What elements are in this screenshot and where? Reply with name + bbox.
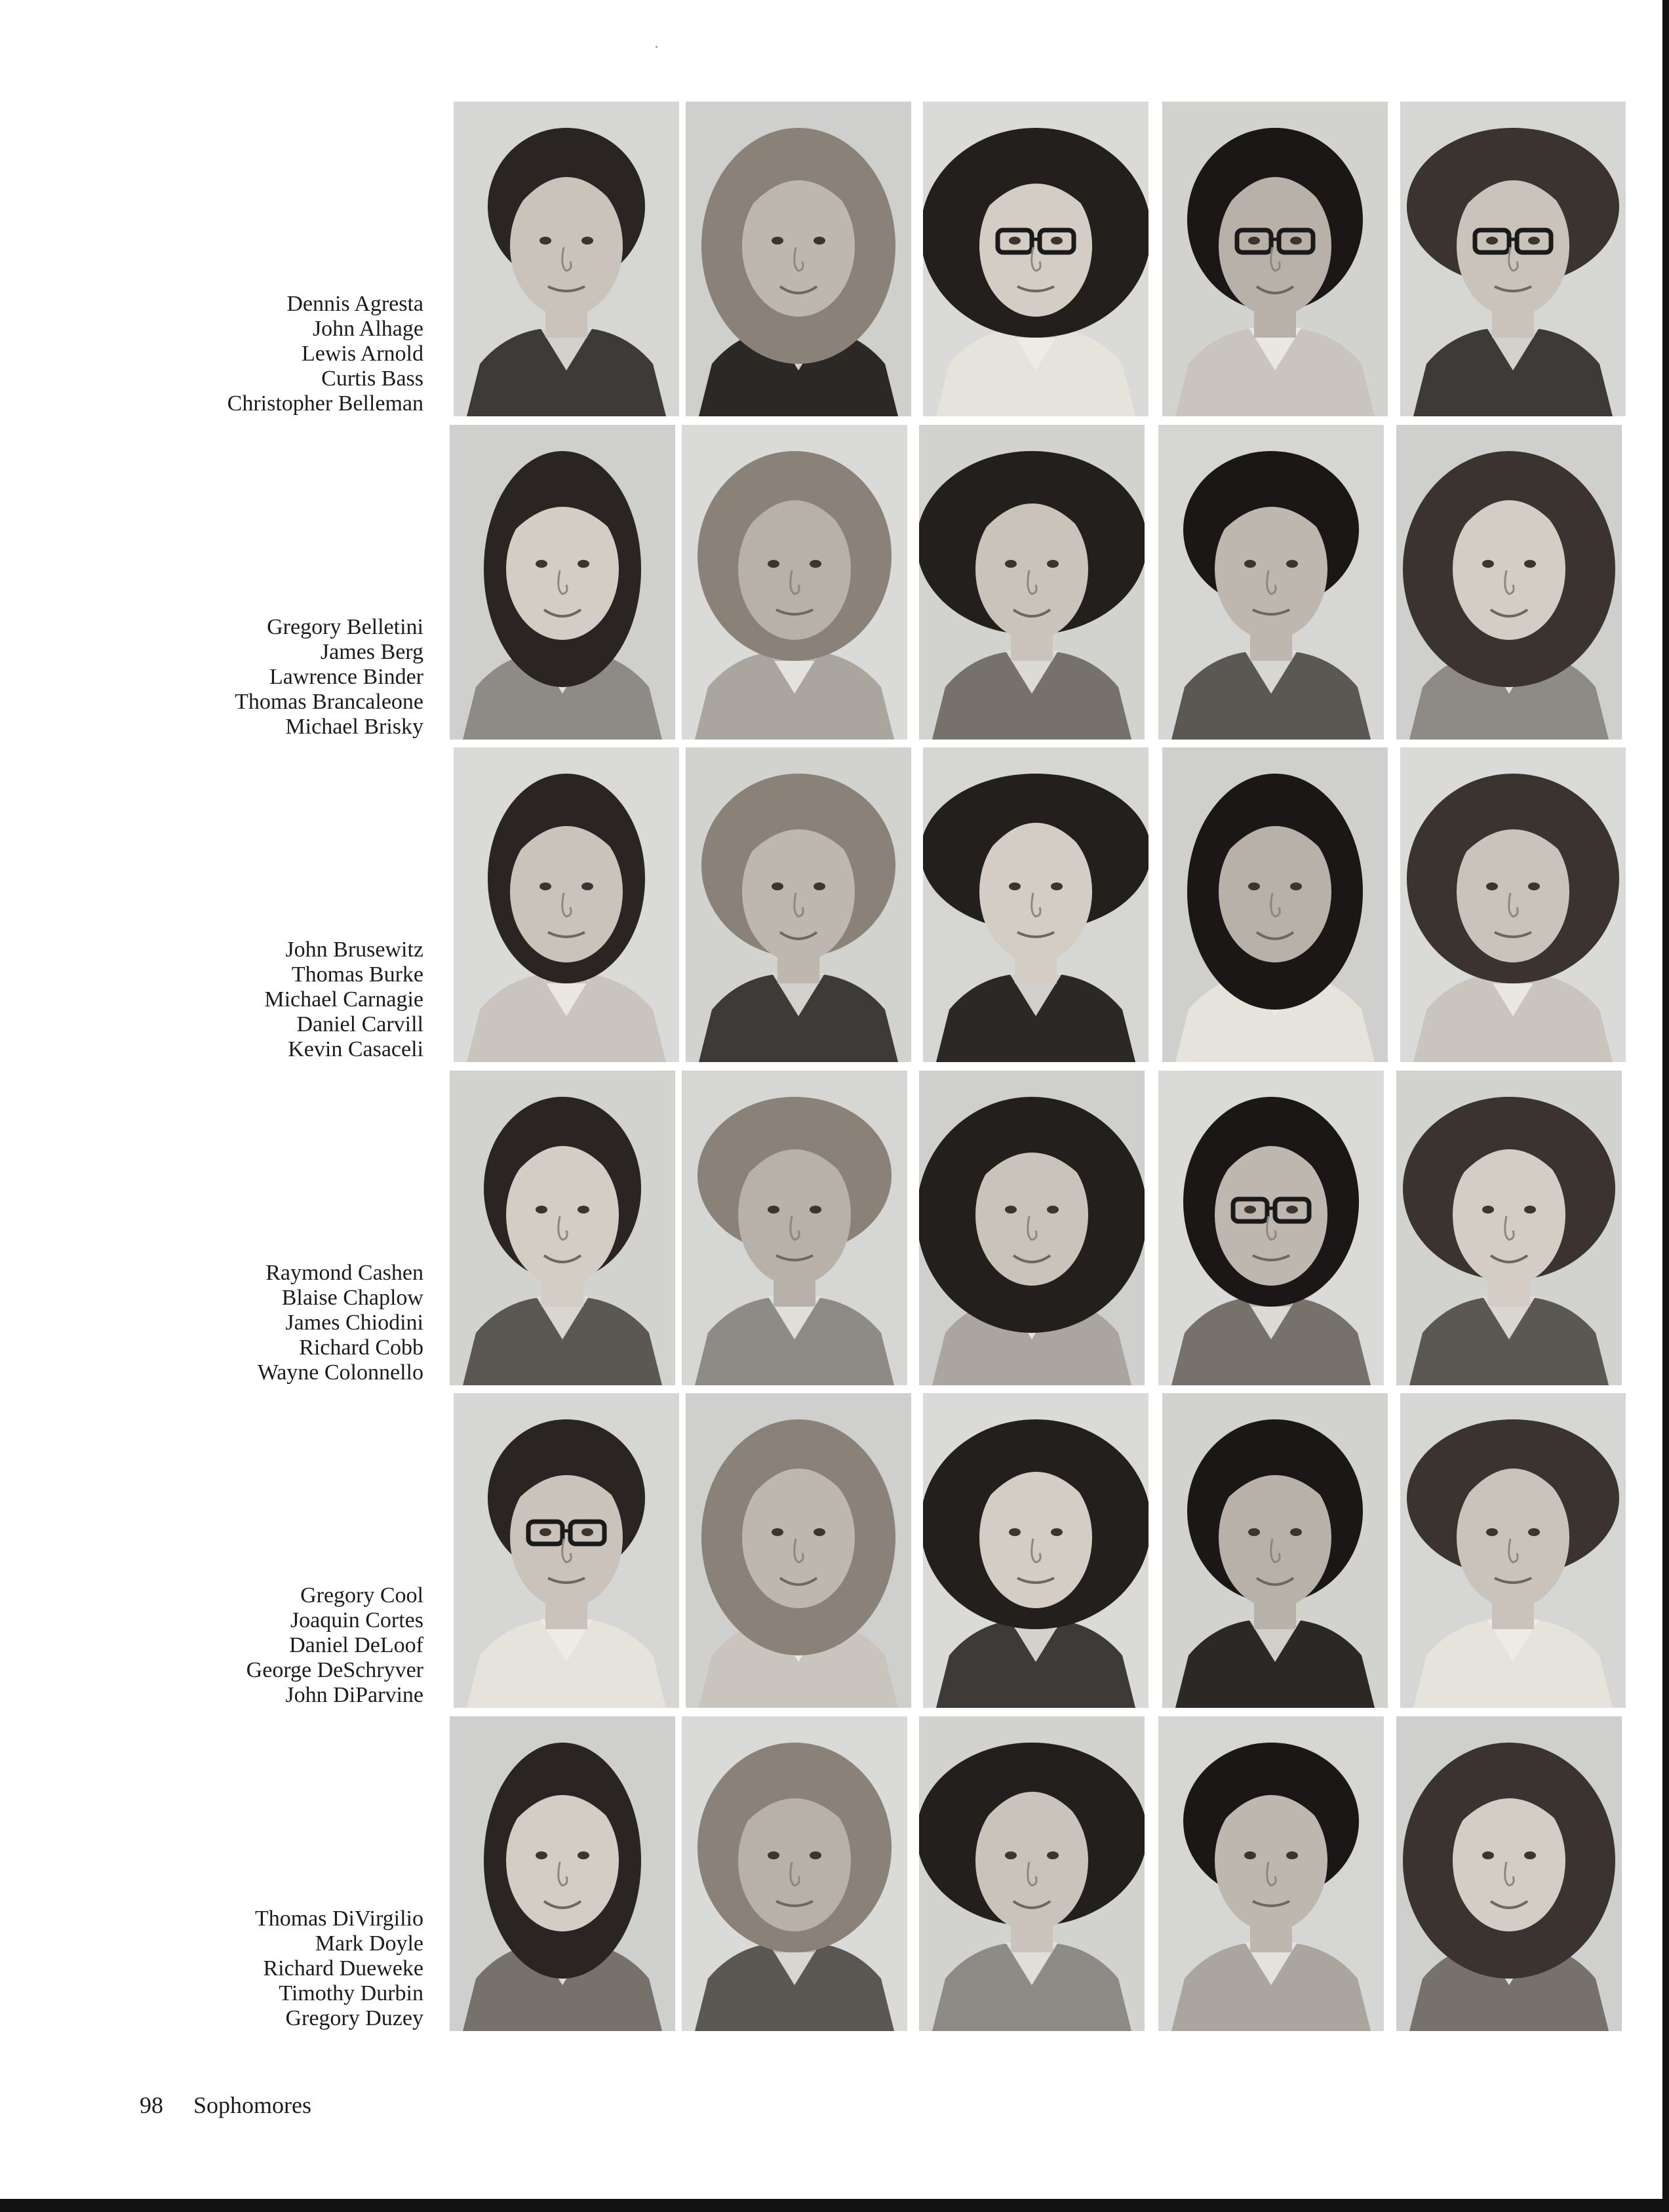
name-caption: [98, 1906, 423, 2031]
student-portrait: [454, 747, 679, 1062]
student-name: Timothy Durbin: [279, 1981, 423, 2005]
portrait-row: [0, 747, 1669, 1063]
student-name: Thomas DiVirgilio: [254, 1906, 423, 1931]
print-speck: [656, 46, 658, 48]
student-name: James Chiodini: [285, 1311, 423, 1335]
student-name: George DeSchryver: [246, 1658, 423, 1682]
portrait-row: [0, 102, 1669, 418]
student-name: Christopher Belleman: [227, 391, 423, 416]
student-portrait: [454, 1393, 679, 1708]
page-number: 98: [140, 2092, 163, 2118]
student-portrait: [1158, 425, 1384, 740]
student-name: Gregory Duzey: [285, 2006, 423, 2030]
student-portrait: [1162, 1393, 1388, 1708]
student-portrait: [1400, 747, 1626, 1062]
student-portrait: [682, 1716, 907, 2031]
page-footer: [140, 2091, 342, 2119]
student-portrait: [686, 102, 911, 416]
student-portrait: [1158, 1716, 1384, 2031]
student-portrait: [454, 102, 679, 416]
student-portrait: [1396, 425, 1622, 740]
student-name: Kevin Casaceli: [288, 1037, 423, 1061]
portrait-row: [0, 1393, 1669, 1709]
student-name: Lewis Arnold: [301, 342, 423, 366]
student-name: Raymond Cashen: [265, 1261, 423, 1285]
student-portrait: [923, 102, 1149, 416]
student-name: Wayne Colonnello: [257, 1360, 423, 1385]
student-portrait: [450, 425, 675, 740]
student-portrait: [919, 425, 1145, 740]
student-portrait: [1400, 1393, 1626, 1708]
student-portrait: [1396, 1071, 1622, 1385]
student-name: John DiParvine: [285, 1683, 423, 1707]
student-name: Daniel Carvill: [296, 1012, 423, 1037]
student-portrait: [1158, 1071, 1384, 1385]
student-portrait: [450, 1716, 675, 2031]
name-caption: [98, 1261, 423, 1385]
student-name: Curtis Bass: [321, 366, 423, 391]
student-portrait: [686, 1393, 911, 1708]
student-portrait: [1400, 102, 1626, 416]
student-name: John Alhage: [312, 317, 423, 341]
student-name: Lawrence Binder: [269, 665, 423, 689]
student-name: Thomas Brancaleone: [235, 690, 423, 714]
student-portrait: [686, 747, 911, 1062]
student-name: Blaise Chaplow: [281, 1286, 423, 1310]
student-portrait: [919, 1716, 1145, 2031]
student-name: Gregory Belletini: [267, 615, 423, 639]
name-caption: [98, 292, 423, 416]
portrait-row: [0, 425, 1669, 741]
section-title: Sophomores: [193, 2092, 311, 2118]
student-name: Richard Cobb: [299, 1335, 423, 1360]
name-caption: [98, 615, 423, 740]
student-name: Joaquin Cortes: [290, 1608, 423, 1632]
student-portrait: [1396, 1716, 1622, 2031]
student-portrait: [923, 747, 1149, 1062]
student-portrait: [682, 1071, 907, 1385]
student-portrait: [919, 1071, 1145, 1385]
name-caption: [98, 1583, 423, 1708]
student-name: Michael Brisky: [285, 715, 423, 739]
student-portrait: [1162, 102, 1388, 416]
student-name: Michael Carnagie: [264, 987, 423, 1012]
student-portrait: [1162, 747, 1388, 1062]
portrait-row: [0, 1071, 1669, 1387]
portrait-row: [0, 1716, 1669, 2032]
student-name: Gregory Cool: [300, 1583, 423, 1608]
student-name: James Berg: [320, 640, 423, 664]
student-name: John Brusewitz: [285, 938, 423, 962]
student-portrait: [450, 1071, 675, 1385]
student-name: Richard Dueweke: [263, 1956, 423, 1981]
student-portrait: [682, 425, 907, 740]
student-name: Daniel DeLoof: [289, 1633, 423, 1657]
student-portrait: [923, 1393, 1149, 1708]
student-name: Dennis Agresta: [286, 292, 423, 316]
student-name: Mark Doyle: [315, 1931, 423, 1956]
student-name: Thomas Burke: [291, 962, 423, 987]
name-caption: [98, 938, 423, 1062]
